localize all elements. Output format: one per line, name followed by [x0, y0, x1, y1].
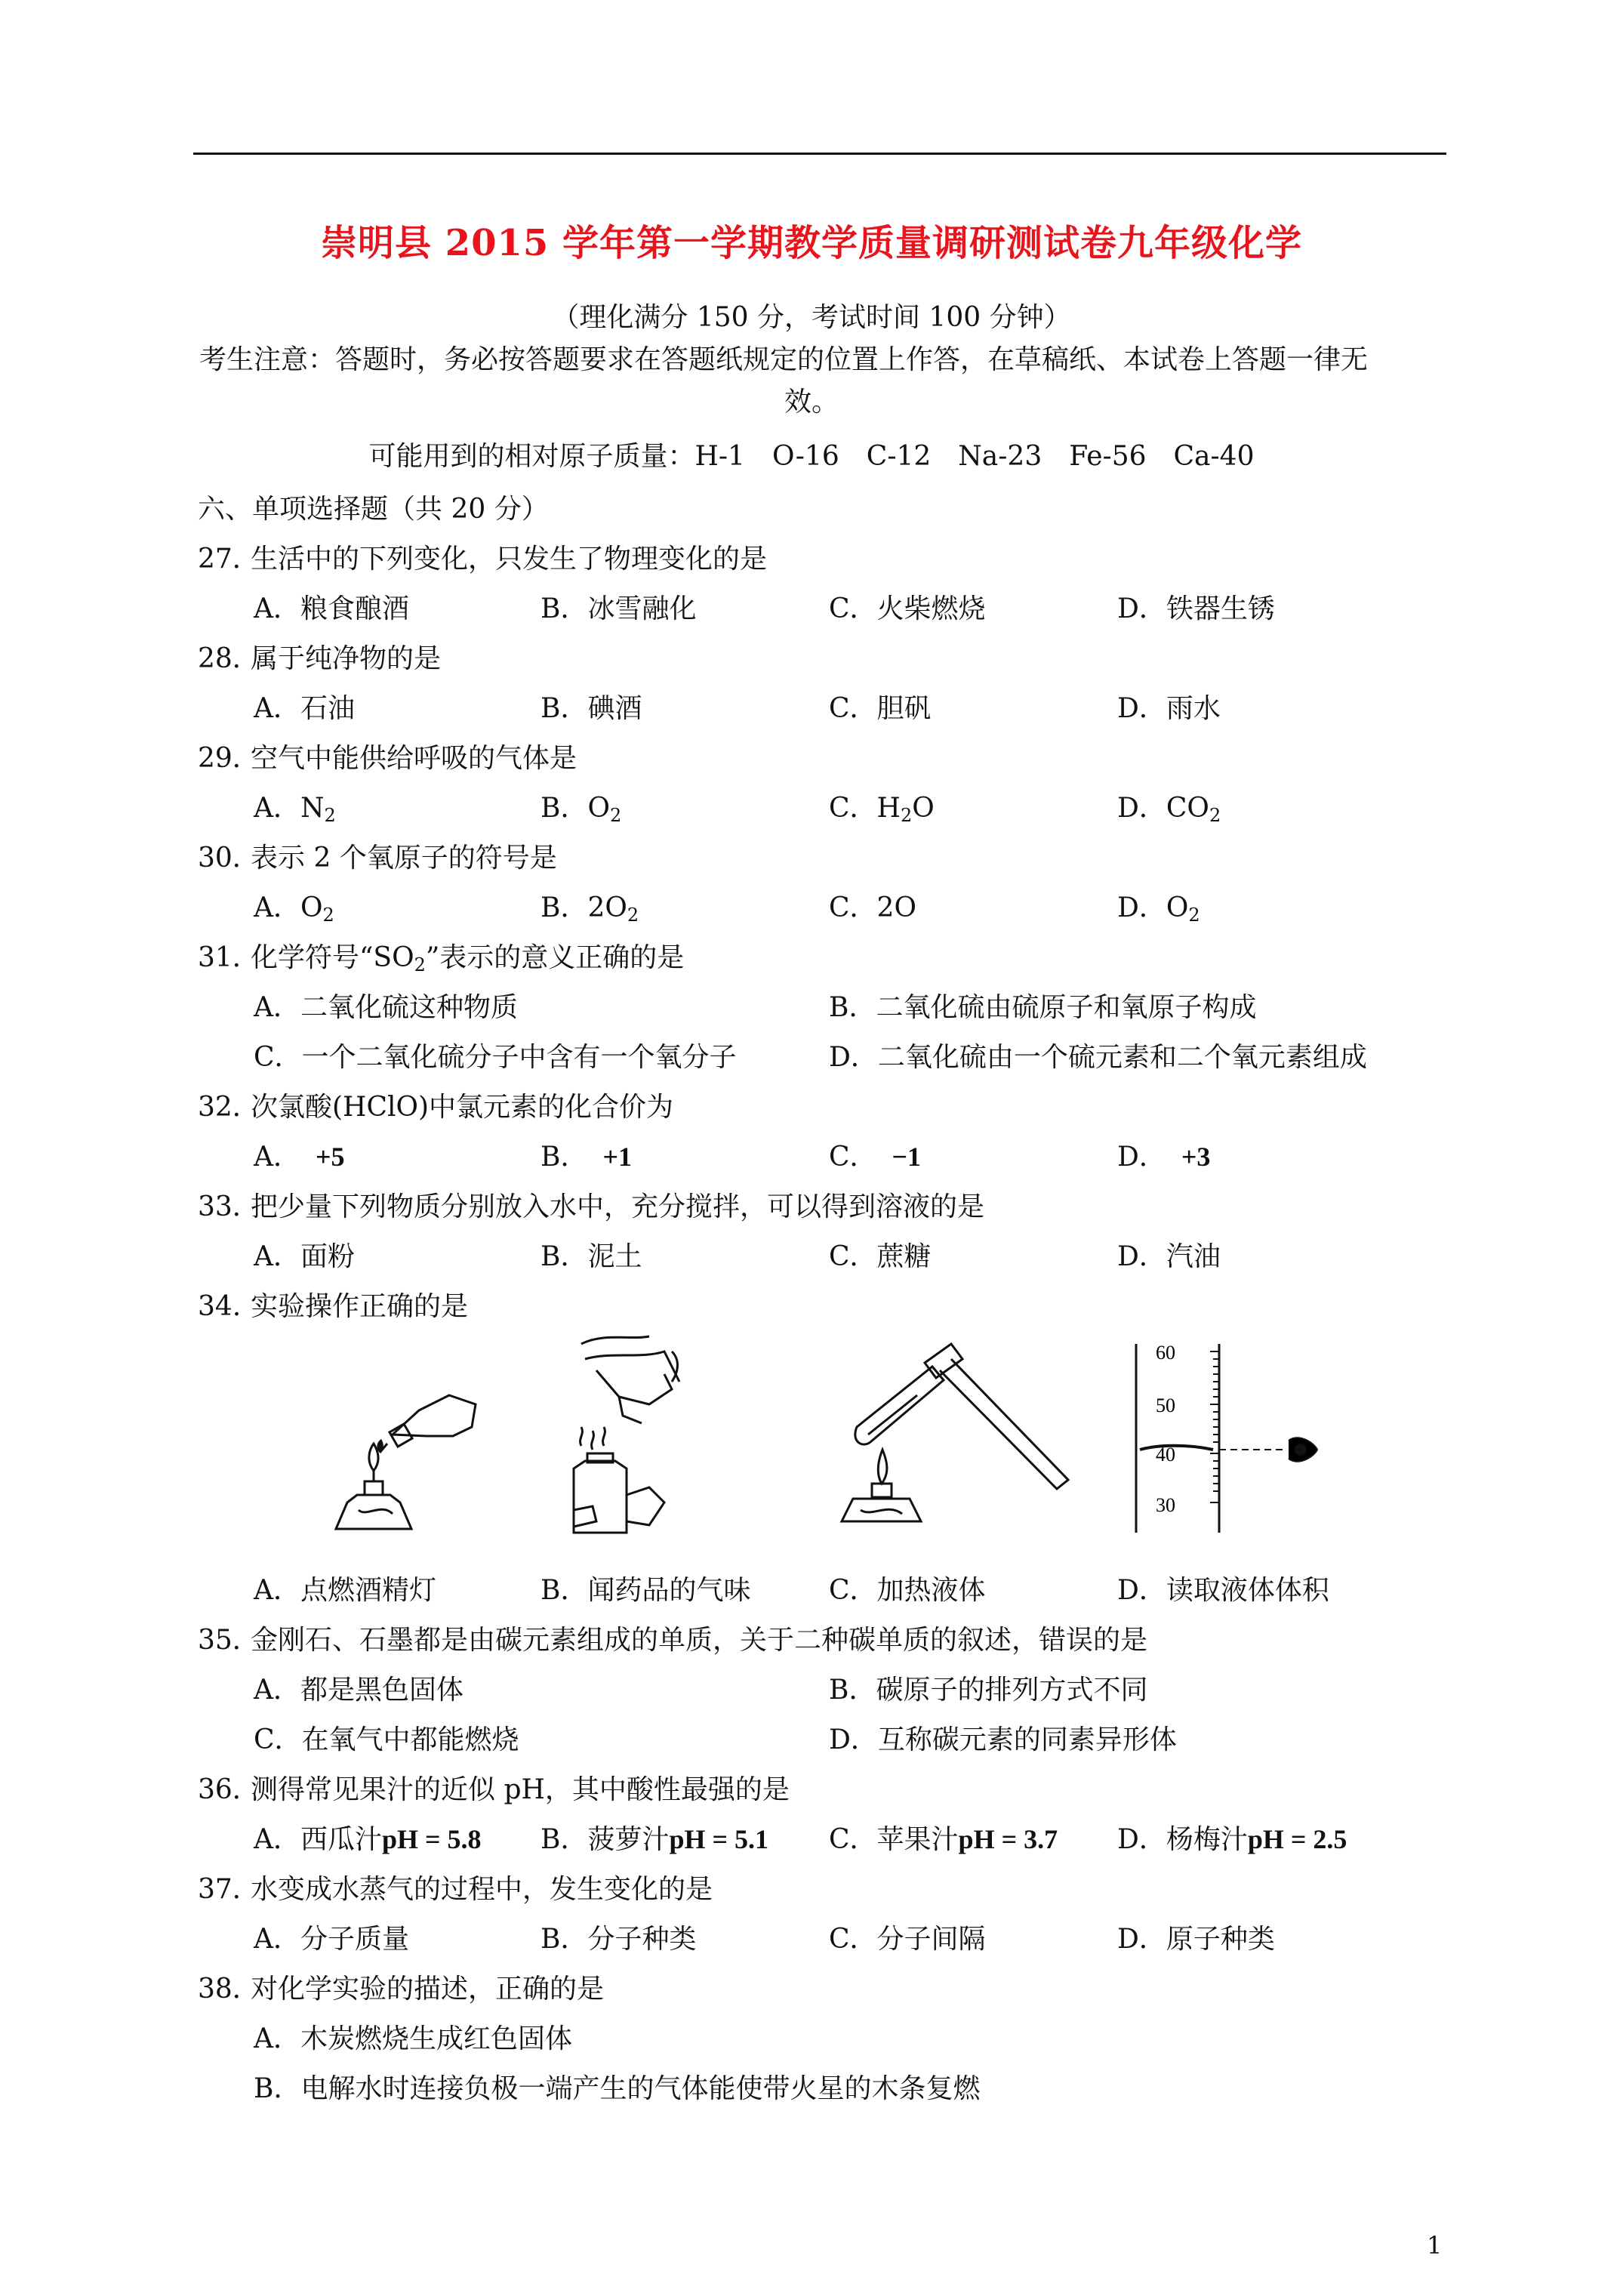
- exam-title: 崇明县 2015 学年第一学期教学质量调研测试卷九年级化学: [320, 222, 1303, 264]
- option-38-a[interactable]: A．木炭燃烧生成红色固体: [254, 2023, 572, 2054]
- option-34-b[interactable]: B．闻药品的气味: [540, 1575, 751, 1606]
- question-32: 32．次氯酸(HClO)中氯元素的化合价为: [198, 1092, 674, 1123]
- option-32-a[interactable]: A． +5: [254, 1142, 345, 1173]
- option-27-a[interactable]: A．粮食酿酒: [254, 593, 409, 624]
- option-32-c[interactable]: C． −1: [829, 1142, 922, 1173]
- option-35-d[interactable]: D．互称碳元素的同素异形体: [829, 1724, 1177, 1755]
- section-heading: 六、单项选择题（共 20 分）: [198, 494, 549, 525]
- question-36: 36．测得常见果汁的近似 pH，其中酸性最强的是: [198, 1774, 790, 1805]
- cylinder-tick-40: 40: [1156, 1444, 1175, 1465]
- option-30-c[interactable]: C．2O: [829, 892, 916, 923]
- option-38-b[interactable]: B．电解水时连接负极一端产生的气体能使带火星的木条复燃: [254, 2073, 981, 2104]
- cylinder-tick-30: 30: [1156, 1494, 1175, 1516]
- option-28-c[interactable]: C．胆矾: [829, 693, 932, 724]
- question-28: 28．属于纯净物的是: [198, 643, 442, 674]
- option-30-a[interactable]: A．$O_2$: [254, 892, 334, 926]
- option-29-a[interactable]: A．$N_2$: [254, 793, 336, 826]
- option-33-d[interactable]: D．汽油: [1117, 1241, 1221, 1272]
- question-30: 30．表示 2 个氧原子的符号是: [198, 843, 557, 874]
- question-31: 31．化学符号“$SO_2$”表示的意义正确的是: [198, 942, 685, 975]
- question-34: 34. 实验操作正确的是: [198, 1291, 469, 1322]
- measuring-cylinder-figure: [1129, 1336, 1325, 1540]
- exam-subtitle: （理化满分 150 分，考试时间 100 分钟）: [552, 302, 1071, 333]
- option-31-b[interactable]: B．二氧化硫由硫原子和氧原子构成: [829, 992, 1257, 1023]
- header-rule: [193, 153, 1446, 155]
- option-29-b[interactable]: B．$O_2$: [540, 793, 622, 826]
- question-33: 33．把少量下列物质分别放入水中，充分搅拌，可以得到溶液的是: [198, 1191, 985, 1222]
- atomic-mass-line: 可能用到的相对原子质量：H-1 O-16 C-12 Na-23 Fe-56 Ca-40: [368, 441, 1255, 472]
- option-35-c[interactable]: C．在氧气中都能燃烧: [254, 1724, 519, 1755]
- option-30-d[interactable]: D．$O_2$: [1117, 892, 1200, 926]
- option-27-b[interactable]: B．冰雪融化: [540, 593, 697, 624]
- smelling-chemicals-figure: [559, 1329, 710, 1548]
- option-28-d[interactable]: D．雨水: [1117, 693, 1221, 724]
- option-33-b[interactable]: B．泥土: [540, 1241, 642, 1272]
- option-33-c[interactable]: C．蔗糖: [829, 1241, 932, 1272]
- question-38: 38．对化学实验的描述，正确的是: [198, 1974, 605, 2005]
- option-30-b[interactable]: B．$2O_2$: [540, 892, 639, 926]
- option-34-d[interactable]: D．读取液体体积: [1117, 1575, 1329, 1606]
- option-31-a[interactable]: A．二氧化硫这种物质: [254, 992, 518, 1023]
- cylinder-tick-50: 50: [1156, 1395, 1175, 1416]
- notice-line-1: 考生注意：答题时，务必按答题要求在答题纸规定的位置上作答，在草稿纸、本试卷上答题一律无: [199, 344, 1369, 375]
- option-32-b[interactable]: B． +1: [540, 1142, 632, 1173]
- option-34-c[interactable]: C．加热液体: [829, 1575, 986, 1606]
- option-29-d[interactable]: D．$CO_2$: [1117, 793, 1221, 826]
- option-34-a[interactable]: A．点燃酒精灯: [254, 1575, 436, 1606]
- option-31-c[interactable]: C．一个二氧化硫分子中含有一个氧分子: [254, 1042, 737, 1073]
- option-37-c[interactable]: C．分子间隔: [829, 1924, 986, 1955]
- page-number: 1: [1427, 2231, 1443, 2260]
- option-35-b[interactable]: B．碳原子的排列方式不同: [829, 1675, 1148, 1706]
- option-27-d[interactable]: D．铁器生锈: [1117, 593, 1275, 624]
- heating-liquid-figure: [827, 1329, 1083, 1548]
- alcohol-lamp-lighting-figure: [321, 1389, 487, 1540]
- question-29: 29．空气中能供给呼吸的气体是: [198, 743, 577, 774]
- option-37-b[interactable]: B．分子种类: [540, 1924, 697, 1955]
- option-36-b[interactable]: B．菠萝汁pH = 5.1: [540, 1824, 769, 1855]
- question-37: 37．水变成水蒸气的过程中，发生变化的是: [198, 1874, 713, 1905]
- option-32-d[interactable]: D． +3: [1117, 1142, 1211, 1173]
- option-36-c[interactable]: C．苹果汁pH = 3.7: [829, 1824, 1058, 1855]
- option-31-d[interactable]: D．二氧化硫由一个硫元素和二个氧元素组成: [829, 1042, 1367, 1073]
- option-37-d[interactable]: D．原子种类: [1117, 1924, 1275, 1955]
- question-27: 27．生活中的下列变化，只发生了物理变化的是: [198, 544, 768, 575]
- option-37-a[interactable]: A．分子质量: [254, 1924, 409, 1955]
- option-28-b[interactable]: B．碘酒: [540, 693, 642, 724]
- option-27-c[interactable]: C．火柴燃烧: [829, 593, 986, 624]
- cylinder-tick-60: 60: [1156, 1342, 1175, 1364]
- option-36-d[interactable]: D．杨梅汁pH = 2.5: [1117, 1824, 1347, 1855]
- question-35: 35．金刚石、石墨都是由碳元素组成的单质，关于二种碳单质的叙述，错误的是: [198, 1625, 1148, 1656]
- option-28-a[interactable]: A．石油: [254, 693, 355, 724]
- option-29-c[interactable]: C．$H_2O$: [829, 793, 935, 826]
- option-35-a[interactable]: A．都是黑色固体: [254, 1675, 463, 1706]
- option-36-a[interactable]: A．西瓜汁pH = 5.8: [254, 1824, 482, 1855]
- option-33-a[interactable]: A．面粉: [254, 1241, 355, 1272]
- notice-line-2: 效。: [784, 387, 839, 418]
